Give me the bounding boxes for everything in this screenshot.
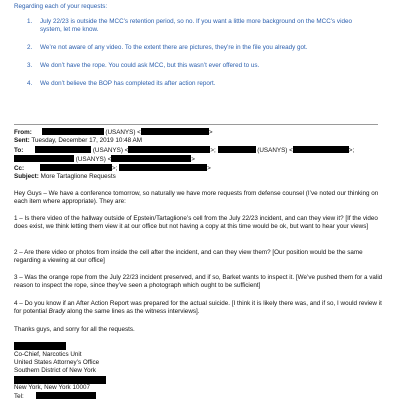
- reply-item-number: 2.: [27, 44, 33, 51]
- reply-item-2: [27, 44, 367, 52]
- redaction-bar: [293, 146, 349, 153]
- to-org-3: (USANYS) <: [75, 156, 112, 163]
- from-end: >: [208, 129, 213, 136]
- message-greeting: Hey Guys – We have a conference tomorrow, so naturally we have more requests from defense counsel (I’ve noted our thinking on each item where appropriate). They are:: [14, 190, 379, 206]
- to-end: >: [191, 156, 195, 163]
- from-org: (USANYS) <: [105, 129, 141, 136]
- to-label: To:: [14, 147, 24, 154]
- sent-value: Tuesday, December 17, 2019 10:48 AM: [31, 137, 143, 144]
- signature-title: Co-Chief, Narcotics Unit: [14, 351, 82, 358]
- header-sent: [14, 137, 142, 145]
- redaction-bar: [35, 146, 91, 153]
- header-subject: [14, 173, 116, 181]
- to-org-1: (USANYS) <: [92, 147, 129, 154]
- reply-intro: Regarding each of your requests:: [14, 3, 108, 10]
- reply-item-4: [27, 80, 367, 88]
- signature-office: United States Attorney’s Office: [14, 359, 100, 366]
- reply-item-text: We don’t believe the BOP has completed its after action report.: [40, 80, 216, 87]
- redaction-bar: [14, 155, 74, 162]
- subject-value: More Tartaglione Requests: [40, 173, 116, 180]
- redaction-bar: [40, 164, 112, 171]
- redaction-bar: [218, 146, 256, 153]
- header-from: [14, 128, 213, 137]
- redaction-bar: [14, 342, 66, 350]
- cc-end: >: [207, 165, 211, 172]
- to-sep-2: >;: [348, 147, 355, 154]
- header-to-continued: [14, 155, 195, 164]
- request-4: [14, 300, 386, 316]
- cc-sep: >;: [111, 165, 118, 172]
- reply-item-3: [27, 62, 367, 70]
- request-4-italic: Brady: [48, 308, 66, 316]
- signature-district: Southern District of New York: [14, 367, 96, 374]
- message-thanks: Thanks guys, and sorry for all the requests.: [14, 326, 135, 333]
- request-4-text-b: along the same lines as the witness interviews].: [65, 308, 200, 316]
- subject-label: Subject:: [14, 173, 39, 180]
- request-1: 1 – Is there video of the hallway outside of Epstein/Tartaglione’s cell from the July 22/23 incident, and can they view it? [If the video does exist, we think letting them view it at our office but not having a copy at this time would be ok, but want to hear your views]: [14, 215, 378, 231]
- from-label: From:: [14, 129, 32, 136]
- request-4-text-a: 4 – Do you know if an After Action Report was prepared for the actual suicide. [I think it is likely there was, and if so, I would review it for potential: [14, 300, 382, 316]
- redaction-bar: [119, 164, 207, 171]
- redaction-bar: [128, 146, 210, 153]
- signature-city: New York, New York 10007: [14, 384, 90, 391]
- redaction-bar: [36, 392, 96, 399]
- to-org-2: (USANYS) <: [257, 147, 293, 154]
- redaction-bar: [141, 128, 209, 135]
- reply-item-text: We’re not aware of any video. To the extent there are pictures, they’re in the file you already got.: [40, 44, 308, 51]
- header-to: [14, 146, 354, 155]
- sent-label: Sent:: [14, 137, 30, 144]
- reply-item-number: 4.: [27, 80, 33, 87]
- to-sep-1: >;: [210, 147, 216, 154]
- reply-item-text: We don’t have the rope. You could ask MCC, but this wasn’t ever offered to us.: [40, 62, 260, 69]
- request-2: 2 – Are there video or photos from inside the cell after the incident, and can they view them? [Our position would be the same regarding a viewing at our office]: [14, 249, 363, 265]
- header-cc: [14, 164, 211, 173]
- request-3: 3 – Was the orange rope from the July 22/23 incident preserved, and if so, Barket wants to inspect it. [We’ve pushed them for a valid reason to inspect the rope, since they’ve seen a photograph which ought to be sufficient]: [14, 274, 383, 290]
- cc-label: Cc:: [14, 165, 25, 172]
- header-divider: [14, 124, 378, 125]
- reply-item-text: July 22/23 is outside the MCC’s retention period, so no. If you want a little more background on the MCC’s video system, let me know.: [40, 18, 352, 33]
- reply-item-number: 3.: [27, 62, 33, 69]
- reply-item-number: 1.: [27, 18, 33, 25]
- redaction-bar: [14, 376, 106, 384]
- reply-item-1: [27, 18, 367, 33]
- redaction-bar: [42, 128, 104, 135]
- tel-label: Tel:: [14, 393, 24, 400]
- redaction-bar: [111, 155, 191, 162]
